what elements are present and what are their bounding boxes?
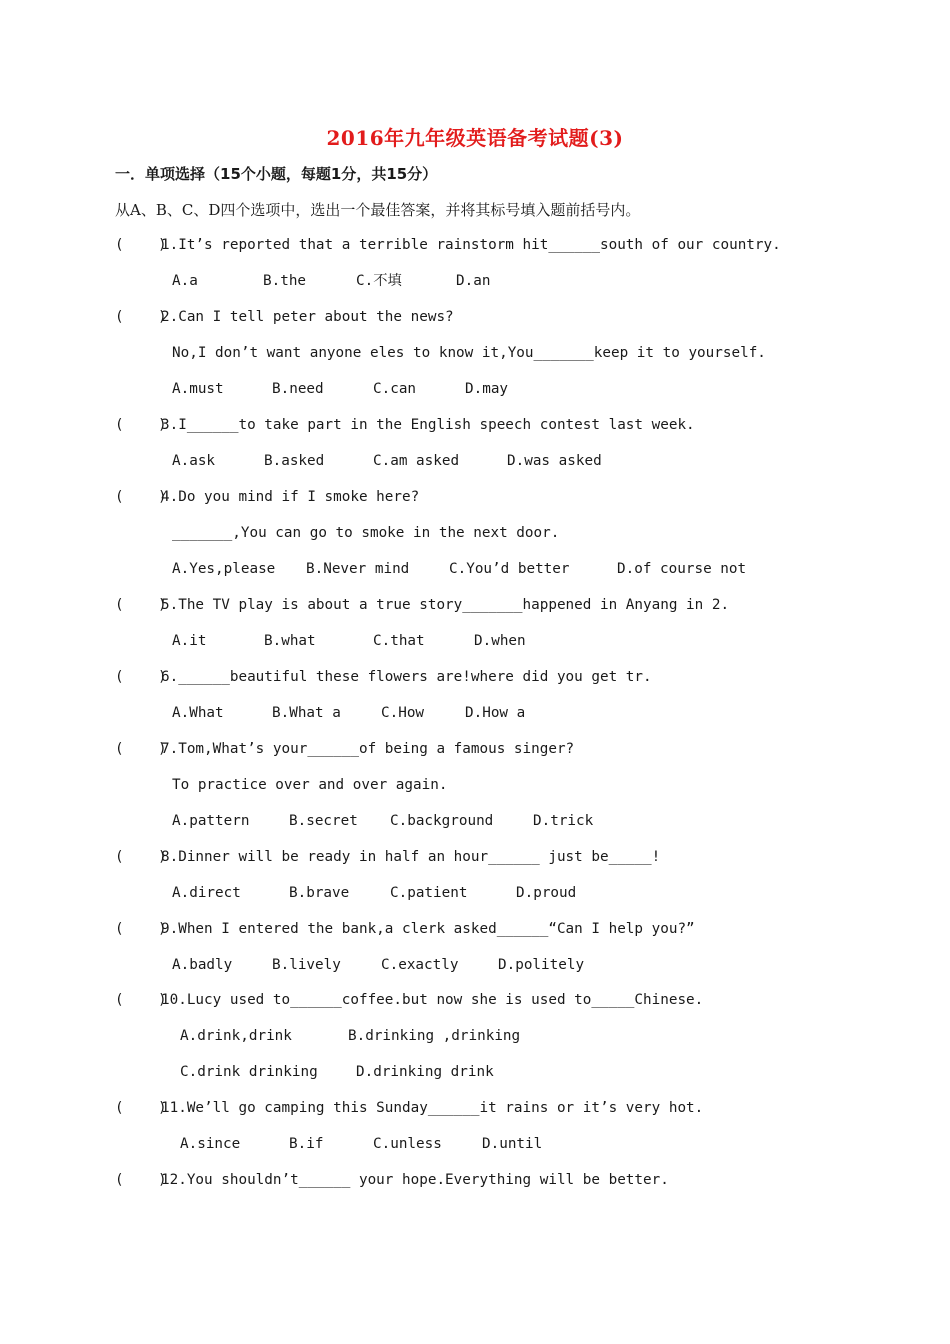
question-5 [115,595,729,615]
option-d[interactable]: D.politely [498,957,585,973]
option-c[interactable]: C.不填 [356,273,402,289]
option-a[interactable]: A.a [172,273,198,289]
question-4-sub: _______,You can go to smoke in the next door. [172,525,560,541]
question-2-sub: No,I don’t want anyone eles to know it,You_______keep it to yourself. [172,345,766,361]
option-c[interactable]: C.exactly [381,957,459,973]
option-d[interactable]: D.was asked [507,453,602,469]
option-b[interactable]: B.what [264,633,316,649]
option-c[interactable]: C.patient [390,885,468,901]
option-b[interactable]: B.brave [289,885,350,901]
option-a[interactable]: A.pattern [172,813,250,829]
options-8 [172,883,576,903]
answer-bracket[interactable]: ( ) [115,597,167,613]
question-stem: 1.It’s reported that a terrible rainstorm hit______south of our country. [161,237,781,253]
option-c[interactable]: C.background [390,813,494,829]
question-stem: 10.Lucy used to______coffee.but now she is used to_____Chinese. [161,992,704,1008]
question-stem: 3.I______to take part in the English speech contest last week. [161,417,695,433]
options-4 [172,559,746,579]
answer-bracket[interactable]: ( ) [115,849,167,865]
options-9 [172,955,584,975]
option-d[interactable]: D.an [456,273,491,289]
option-d[interactable]: D.trick [533,813,594,829]
answer-bracket[interactable]: ( ) [115,669,167,685]
option-a[interactable]: A.ask [172,453,216,469]
question-9 [115,919,695,939]
option-c[interactable]: C.that [373,633,425,649]
question-11 [115,1098,703,1118]
question-stem: 2.Can I tell peter about the news? [161,309,454,325]
options-2 [172,379,508,399]
option-d[interactable]: D.proud [516,885,577,901]
options-1 [172,271,490,291]
question-8 [115,847,660,867]
option-a[interactable]: A.direct [172,885,241,901]
option-b[interactable]: B.lively [272,957,341,973]
option-b[interactable]: B.Never mind [306,561,410,577]
option-b[interactable]: B.if [289,1136,324,1152]
option-b[interactable]: B.asked [264,453,325,469]
question-stem: 7.Tom,What’s your______of being a famous singer? [161,741,575,757]
question-stem: 9.When I entered the bank,a clerk asked______“Can I help you?” [161,921,695,937]
answer-bracket[interactable]: ( ) [115,237,167,253]
option-a[interactable]: A.drink,drink [180,1028,292,1044]
option-c[interactable]: C.drink drinking [180,1064,318,1080]
answer-bracket[interactable]: ( ) [115,309,167,325]
options-5 [172,631,526,651]
option-d[interactable]: D.may [465,381,509,397]
answer-bracket[interactable]: ( ) [115,921,167,937]
option-c[interactable]: C.am asked [373,453,460,469]
option-c[interactable]: C.How [381,705,425,721]
option-a[interactable]: A.What [172,705,224,721]
option-d[interactable]: D.when [474,633,526,649]
option-b[interactable]: B.drinking ,drinking [348,1028,521,1044]
question-10 [115,990,703,1010]
page-title: 2016年九年级英语备考试题(3) [326,126,624,150]
answer-bracket[interactable]: ( ) [115,1172,167,1188]
option-d[interactable]: D.drinking drink [356,1064,494,1080]
option-a[interactable]: A.must [172,381,224,397]
option-a[interactable]: A.badly [172,957,233,973]
option-d[interactable]: D.of course not [617,561,747,577]
question-stem: 8.Dinner will be ready in half an hour______ just be_____! [161,849,661,865]
option-b[interactable]: B.the [263,273,307,289]
options-10-row-2 [180,1062,494,1082]
answer-bracket[interactable]: ( ) [115,489,167,505]
answer-bracket[interactable]: ( ) [115,417,167,433]
option-a[interactable]: A.it [172,633,207,649]
section-instruction: 从A、B、C、D四个选项中，选出一个最佳答案，并将其标号填入题前括号内。 [115,201,641,219]
option-b[interactable]: B.secret [289,813,358,829]
answer-bracket[interactable]: ( ) [115,992,167,1008]
option-b[interactable]: B.need [272,381,324,397]
options-6 [172,703,525,723]
option-d[interactable]: D.until [482,1136,543,1152]
option-b[interactable]: B.What a [272,705,341,721]
options-7 [172,811,593,831]
question-12 [115,1170,669,1190]
question-7-sub: To practice over and over again. [172,777,448,793]
answer-bracket[interactable]: ( ) [115,741,167,757]
question-3 [115,415,695,435]
option-c[interactable]: C.unless [373,1136,442,1152]
question-6 [115,667,652,687]
answer-bracket[interactable]: ( ) [115,1100,167,1116]
question-7 [115,739,574,759]
question-1 [115,235,781,255]
question-4 [115,487,419,507]
section-heading: 一．单项选择（15个小题，每题1分，共15分） [115,165,438,183]
option-c[interactable]: C.You’d better [449,561,570,577]
question-stem: 6.______beautiful these flowers are!where did you get tr. [161,669,652,685]
question-stem: 11.We’ll go camping this Sunday______it rains or it’s very hot. [161,1100,704,1116]
options-10-row-1 [180,1026,520,1046]
question-stem: 12.You shouldn’t______ your hope.Everything will be better. [161,1172,669,1188]
option-c[interactable]: C.can [373,381,417,397]
question-stem: 4.Do you mind if I smoke here? [161,489,420,505]
option-a[interactable]: A.since [180,1136,241,1152]
question-stem: 5.The TV play is about a true story_______happened in Anyang in 2. [161,597,730,613]
option-a[interactable]: A.Yes,please [172,561,276,577]
options-3 [172,451,602,471]
options-11 [180,1134,542,1154]
option-d[interactable]: D.How a [465,705,526,721]
question-2 [115,307,454,327]
